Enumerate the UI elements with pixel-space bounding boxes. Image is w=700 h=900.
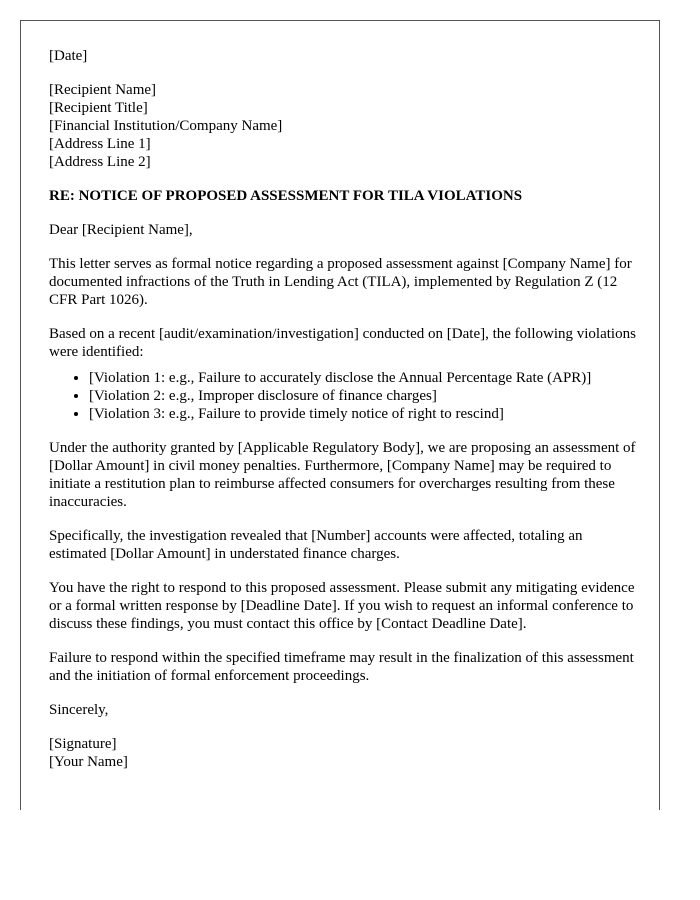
signature: [Signature]: [49, 736, 117, 752]
recipient-company: [Financial Institution/Company Name]: [49, 118, 283, 134]
violation-item-1: • [Violation 1: e.g., Failure to accurately disclose the Annual Percentage Rate (APR)]: [89, 369, 639, 387]
closing: Sincerely,: [49, 702, 109, 718]
salutation: Dear [Recipient Name],: [49, 222, 193, 238]
recipient-name: [Recipient Name]: [49, 82, 157, 98]
recipient-address-line-2: [Address Line 2]: [49, 154, 151, 170]
subject-line: RE: NOTICE OF PROPOSED ASSESSMENT FOR TILA VIOLATIONS: [49, 188, 523, 204]
paragraph-assessment: Under the authority granted by [Applicable Regulatory Body], we are proposing an assessment of [Dollar Amount] in civil money penalties. Furthermore, [Company Name] may be required to initiate a restitution plan to reimburse affected consumers for overcharges resulting from these inaccuracies.: [49, 440, 636, 510]
paragraph-right-to-respond: You have the right to respond to this proposed assessment. Please submit any mitigating evidence or a formal written response by [Deadline Date]. If you wish to request an informal conference to discuss these findings, you must contact this office by [Contact Deadline Date].: [49, 580, 635, 632]
recipient-block: [49, 81, 639, 171]
violation-item-2: • [Violation 2: e.g., Improper disclosure of finance charges]: [89, 387, 639, 405]
signature-block: [49, 735, 639, 771]
letter-page: [20, 20, 660, 810]
violation-item-3: • [Violation 3: e.g., Failure to provide timely notice of right to rescind]: [89, 405, 639, 423]
paragraph-specifics: Specifically, the investigation revealed that [Number] accounts were affected, totaling an estimated [Dollar Amount] in understated finance charges.: [49, 528, 583, 562]
letter-date: [Date]: [49, 48, 88, 64]
recipient-address-line-1: [Address Line 1]: [49, 136, 151, 152]
paragraph-findings-intro: Based on a recent [audit/examination/investigation] conducted on [Date], the following violations were identified:: [49, 326, 636, 360]
recipient-title: [Recipient Title]: [49, 100, 148, 116]
violations-list: [49, 369, 639, 423]
paragraph-notice: This letter serves as formal notice regarding a proposed assessment against [Company Name] for documented infractions of the Truth in Lending Act (TILA), implemented by Regulation Z (12 CFR Part 1026).: [49, 256, 632, 308]
paragraph-failure-to-respond: Failure to respond within the specified timeframe may result in the finalization of this assessment and the initiation of formal enforcement proceedings.: [49, 650, 634, 684]
sender-name: [Your Name]: [49, 754, 128, 770]
